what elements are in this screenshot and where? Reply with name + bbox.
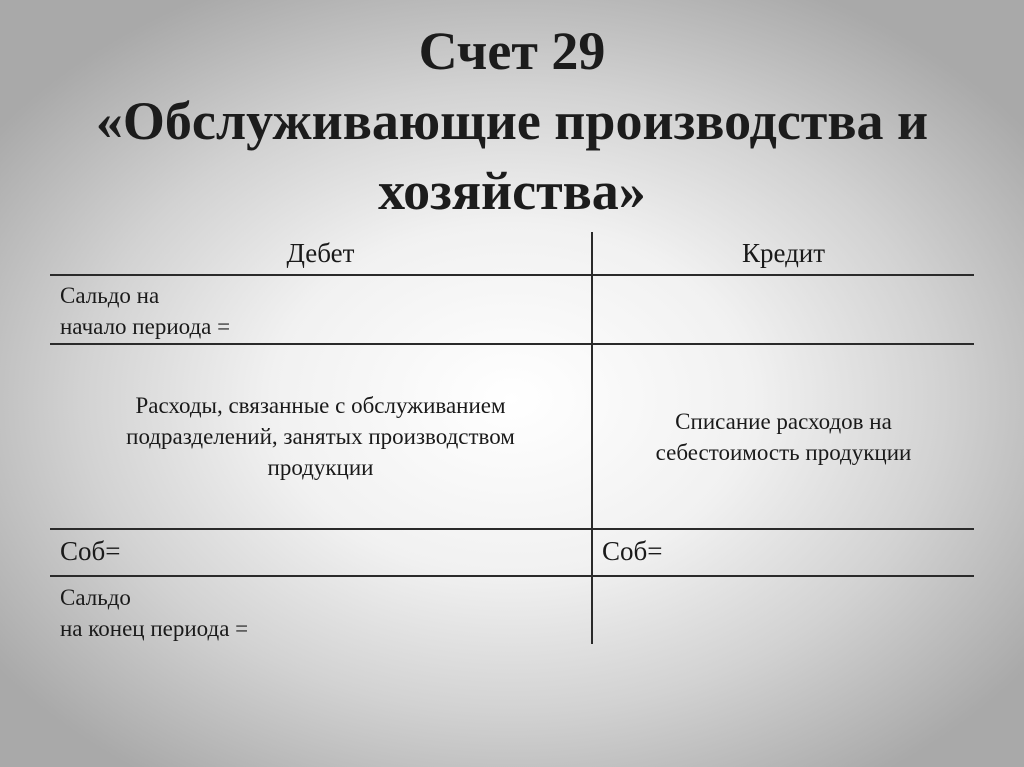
opening-balance-line-2: начало периода = (60, 314, 231, 339)
closing-balance-line-2: на конец периода = (60, 616, 249, 641)
debit-turnover: Соб= (60, 536, 121, 566)
entries-bottom-line (50, 528, 974, 530)
debit-entry (50, 345, 591, 528)
closing-balance-label (60, 582, 580, 644)
turnover-bottom-line (50, 575, 974, 577)
credit-entry-line-1: Списание расходов на (675, 408, 892, 434)
credit-entry-line-2: себестоимость продукции (655, 439, 912, 465)
credit-turnover: Соб= (602, 536, 663, 566)
t-account-table (50, 232, 974, 648)
slide-title (0, 16, 1024, 226)
debit-entry-line-1: Расходы, связанные с обслуживанием (135, 393, 506, 418)
debit-entry-line-3: продукции (267, 455, 374, 480)
title-line-3: хозяйства» (378, 161, 646, 221)
credit-header: Кредит (741, 238, 826, 268)
debit-header: Дебет (286, 238, 355, 268)
credit-entry (593, 345, 974, 528)
opening-balance-label (60, 280, 580, 342)
closing-balance-line-1: Сальдо (60, 585, 131, 610)
title-line-1: Счет 29 (418, 21, 606, 81)
title-line-2: «Обслуживающие производства и (95, 91, 929, 151)
header-bottom-line (50, 274, 974, 276)
debit-entry-line-2: подразделений, занятых производством (126, 424, 515, 449)
opening-balance-line-1: Сальдо на (60, 283, 160, 308)
